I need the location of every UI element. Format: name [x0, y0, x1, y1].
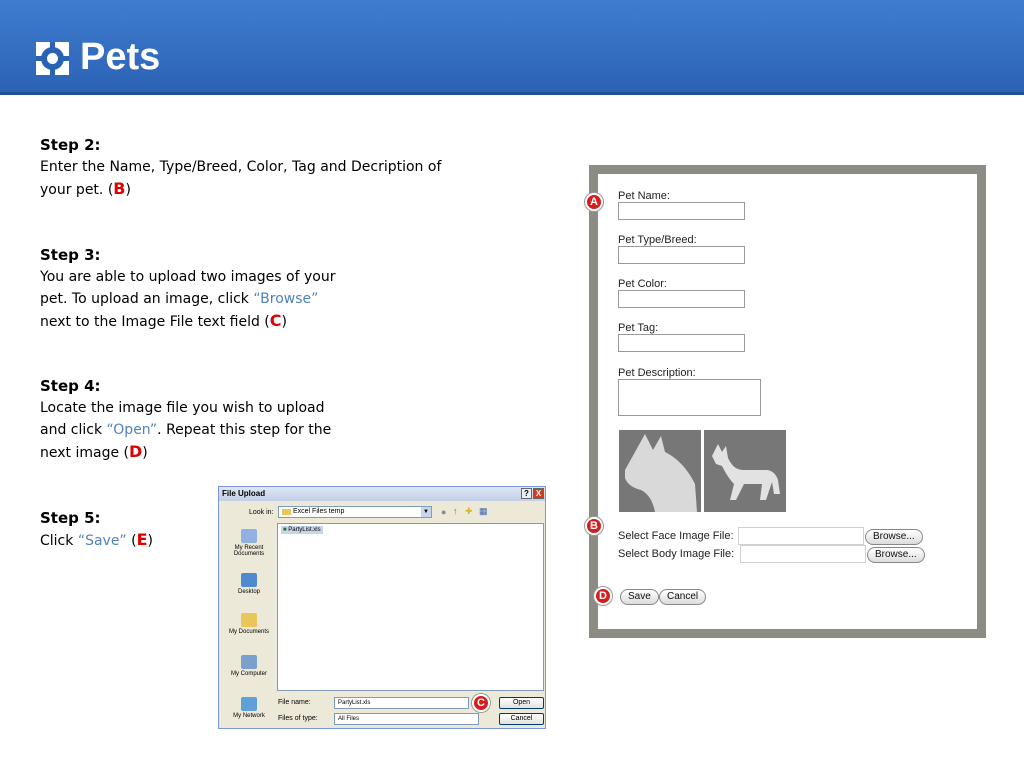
pet-name-label: Pet Name:: [618, 190, 670, 202]
body-image-preview: [704, 430, 786, 512]
place-my-network[interactable]: My Network: [222, 697, 276, 719]
step-2-heading: Step 2:: [40, 136, 101, 154]
desktop-icon: [241, 573, 257, 587]
step-5-heading: Step 5:: [40, 509, 101, 527]
dialog-cancel-button[interactable]: Cancel: [499, 713, 544, 725]
pet-tag-label: Pet Tag:: [618, 322, 659, 334]
header-bar: [0, 0, 1024, 95]
excel-file-icon: ■: [283, 527, 287, 533]
up-folder-icon[interactable]: ↑: [453, 506, 458, 516]
views-menu-icon[interactable]: ▦: [479, 506, 488, 516]
pet-type-label: Pet Type/Breed:: [618, 234, 697, 246]
open-button[interactable]: Open: [499, 697, 544, 709]
step-3-line3: next to the Image File text field (C): [40, 311, 287, 330]
dog-face-silhouette-icon: [619, 430, 701, 512]
close-button[interactable]: X: [533, 488, 544, 499]
badge-d: D: [594, 587, 612, 605]
step-3-mark: C: [269, 311, 282, 330]
step-2-line2: your pet. (B): [40, 179, 131, 198]
logo-icon: [36, 42, 69, 75]
step-4: [40, 375, 331, 464]
browse-link-text: “Browse”: [253, 291, 319, 307]
page-title: Pets: [80, 36, 161, 78]
step-2-mark: B: [113, 179, 126, 198]
places-bar: [222, 523, 276, 726]
file-list: [277, 523, 544, 691]
body-image-file-input[interactable]: [740, 545, 866, 563]
step-3-line1: You are able to upload two images of your: [40, 269, 336, 285]
face-image-label: Select Face Image File:: [618, 530, 734, 542]
my-computer-icon: [241, 655, 257, 669]
place-my-documents[interactable]: My Documents: [222, 613, 276, 635]
look-in-label: Look in:: [249, 509, 274, 516]
step-4-line3: next image (D): [40, 442, 148, 461]
step-4-heading: Step 4:: [40, 377, 101, 395]
pet-color-label: Pet Color:: [618, 278, 667, 290]
cancel-button[interactable]: Cancel: [659, 589, 706, 605]
pet-name-input[interactable]: [618, 202, 745, 220]
face-image-preview: [619, 430, 701, 512]
dialog-title: File Upload: [219, 487, 545, 501]
body-browse-button[interactable]: Browse...: [867, 547, 925, 563]
my-network-icon: [241, 697, 257, 711]
place-my-computer[interactable]: My Computer: [222, 655, 276, 677]
step-4-line2: and click “Open”. Repeat this step for the: [40, 422, 332, 438]
place-desktop[interactable]: Desktop: [222, 573, 276, 595]
step-5-line1: Click “Save” (E): [40, 530, 154, 549]
pet-form: [598, 174, 977, 629]
step-4-line1: Locate the image file you wish to upload: [40, 400, 325, 416]
files-of-type-select[interactable]: All Files: [334, 713, 479, 725]
file-name-input[interactable]: PartyList.xls: [334, 697, 469, 709]
pet-color-input[interactable]: [618, 290, 745, 308]
pet-form-screenshot: [589, 165, 986, 638]
help-button[interactable]: ?: [521, 488, 532, 499]
chevron-down-icon[interactable]: ▼: [421, 507, 431, 517]
pet-tag-input[interactable]: [618, 334, 745, 352]
my-documents-icon: [241, 613, 257, 627]
face-image-file-input[interactable]: [738, 527, 864, 545]
face-browse-button[interactable]: Browse...: [865, 529, 923, 545]
pet-type-input[interactable]: [618, 246, 745, 264]
step-3: [40, 244, 335, 333]
badge-c: C: [472, 694, 490, 712]
badge-a: A: [585, 193, 603, 211]
recent-documents-icon: [241, 529, 257, 543]
badge-b: B: [585, 517, 603, 535]
new-folder-icon[interactable]: ✚: [465, 506, 473, 516]
open-link-text: “Open”: [106, 422, 158, 438]
file-item[interactable]: ■ PartyList.xls: [283, 527, 321, 533]
folder-icon: [282, 509, 291, 515]
step-4-mark: D: [128, 442, 143, 461]
file-name-label: File name:: [278, 699, 311, 706]
save-link-text: “Save”: [77, 533, 127, 549]
place-recent-documents[interactable]: My Recent Documents: [222, 529, 276, 557]
body-image-label: Select Body Image File:: [618, 548, 735, 560]
look-in-select[interactable]: Excel Files temp ▼: [278, 506, 432, 518]
step-3-line2: pet. To upload an image, click “Browse”: [40, 291, 319, 307]
file-upload-dialog: [218, 486, 546, 729]
step-2-line1: Enter the Name, Type/Breed, Color, Tag and Decription of: [40, 159, 442, 175]
pet-description-label: Pet Description:: [618, 367, 696, 379]
dog-body-silhouette-icon: [704, 430, 786, 512]
step-5-mark: E: [136, 530, 148, 549]
save-button[interactable]: Save: [620, 589, 659, 605]
step-5: [40, 507, 153, 552]
pet-description-textarea[interactable]: [618, 379, 761, 416]
files-of-type-label: Files of type:: [278, 715, 318, 722]
step-2: [40, 134, 441, 201]
back-icon[interactable]: ●: [441, 507, 447, 517]
step-3-heading: Step 3:: [40, 246, 101, 264]
